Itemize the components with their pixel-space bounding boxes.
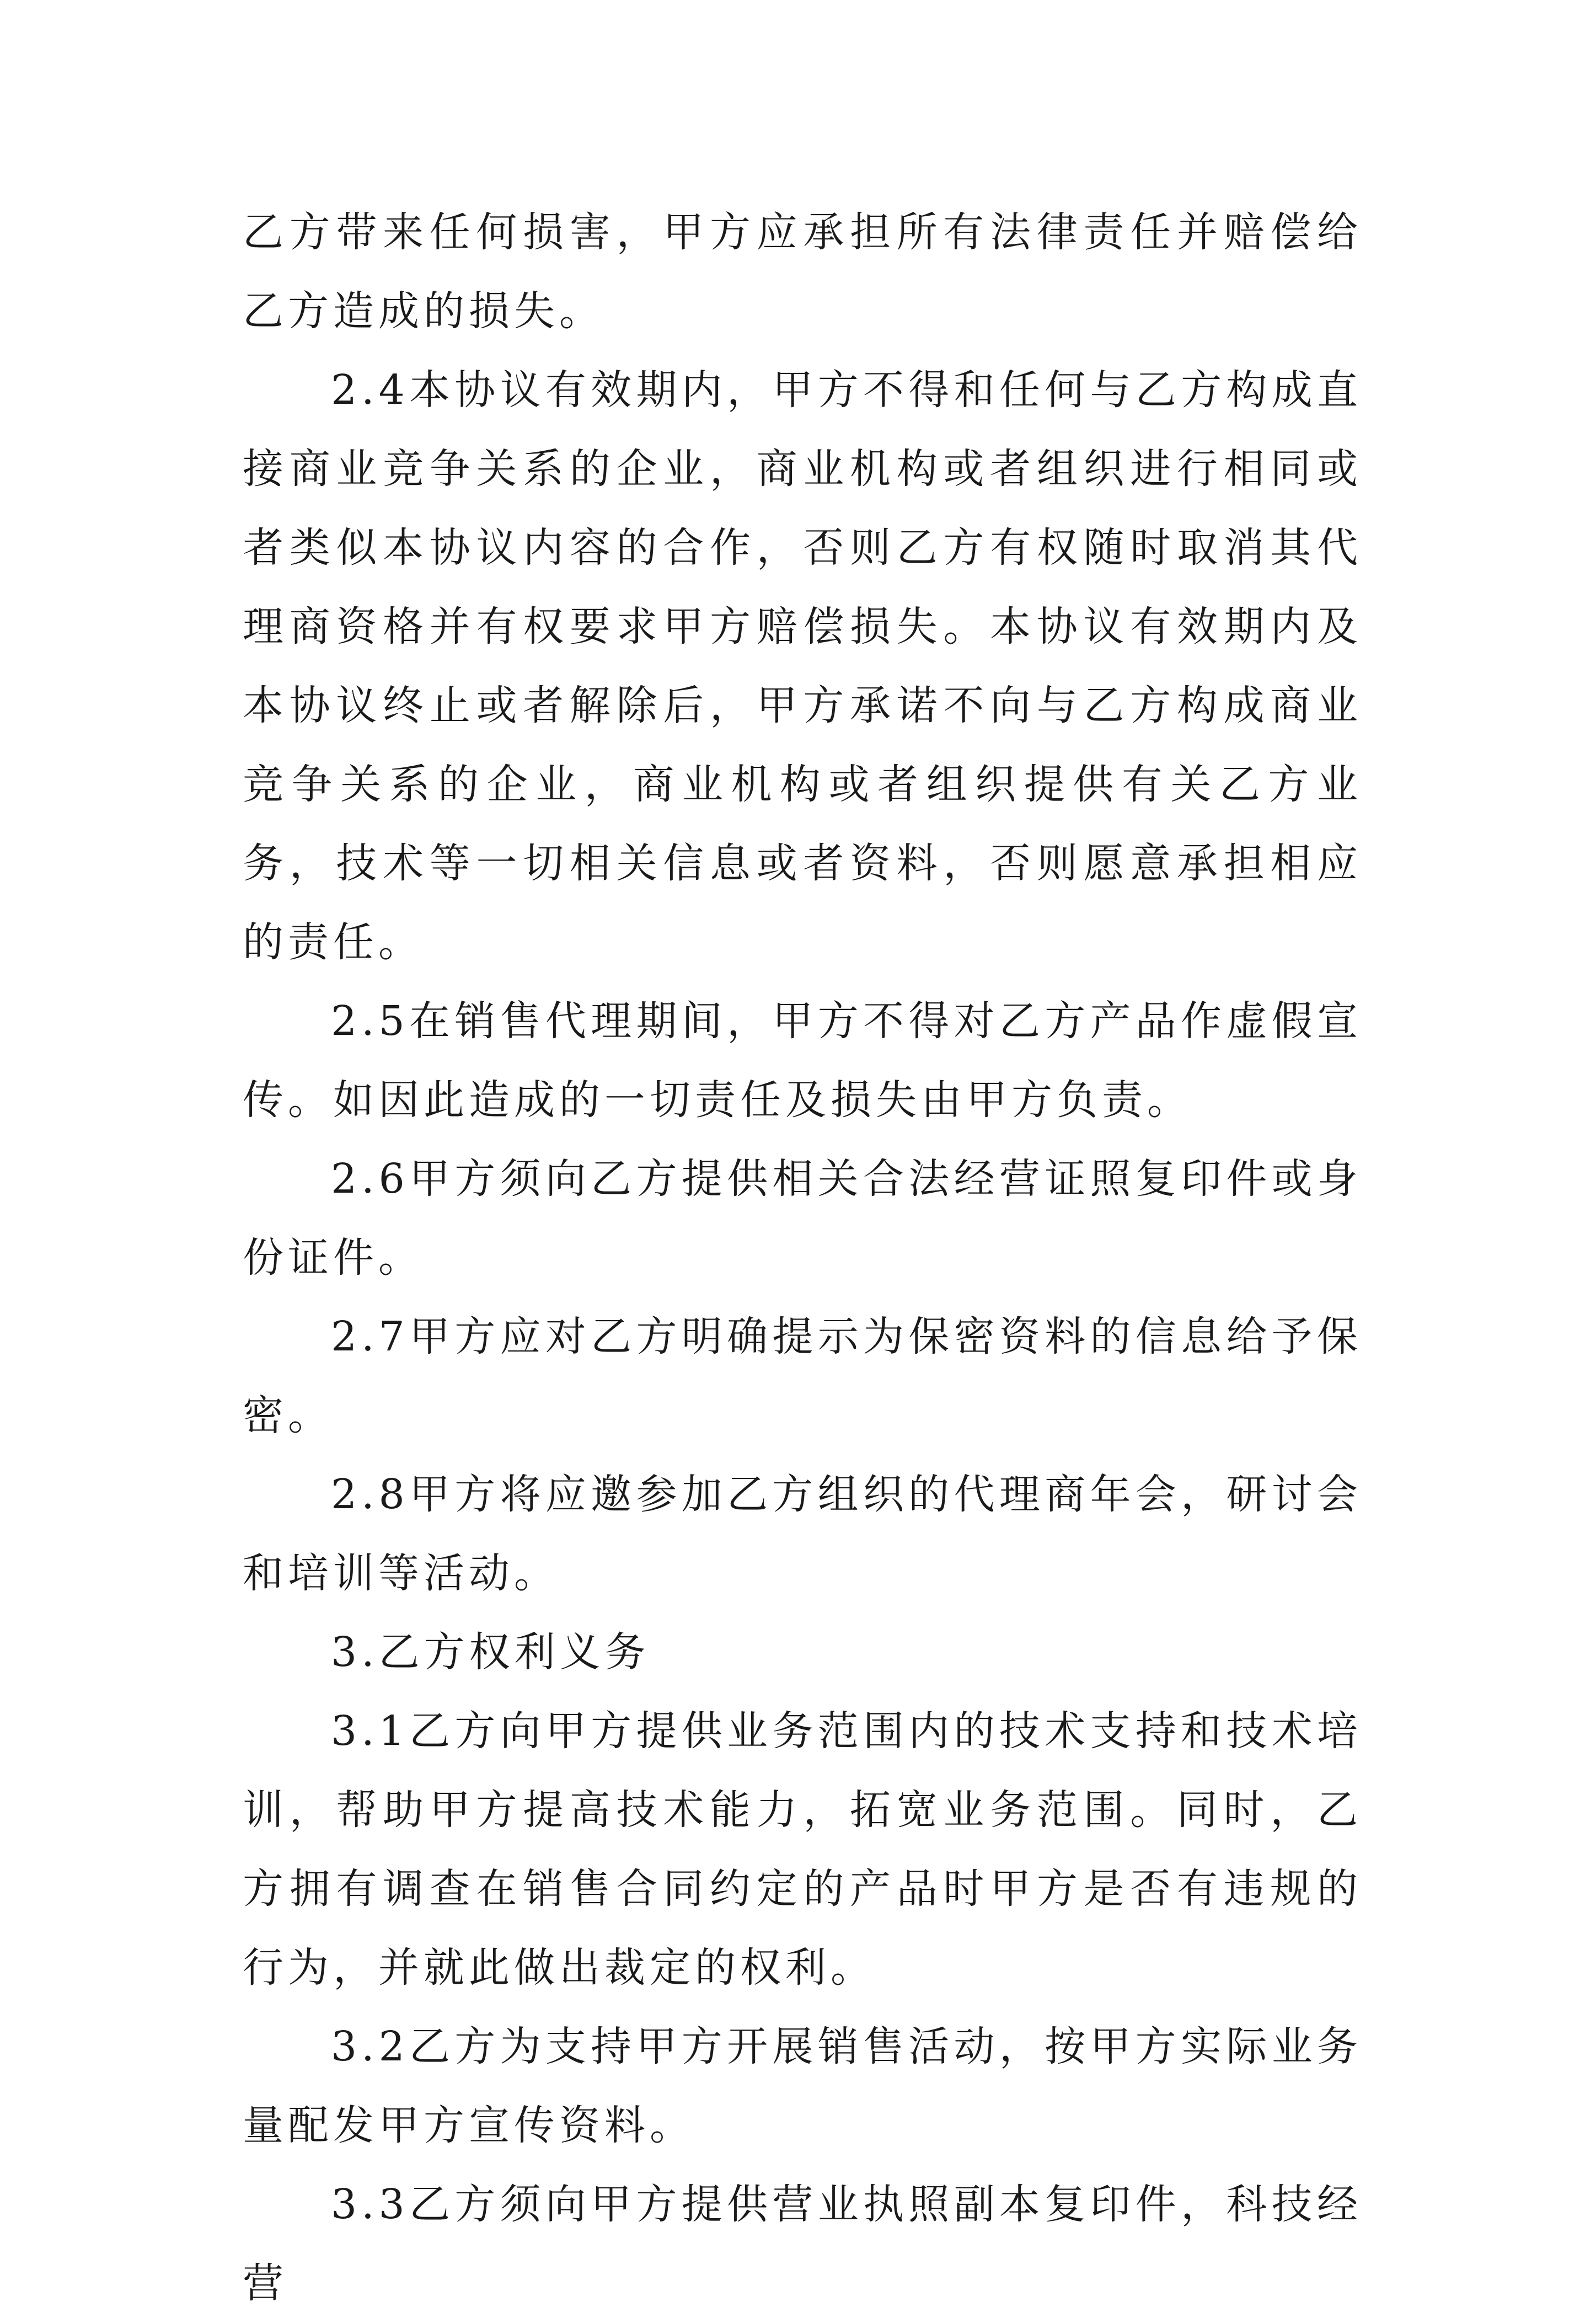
paragraph-2-6: 2.6甲方须向乙方提供相关合法经营证照复印件或身份证件。	[243, 1155, 1362, 1281]
paragraph-3-1: 3.1乙方向甲方提供业务范围内的技术支持和技术培训，帮助甲方提高技术能力，拓宽业务范围。同时，乙方拥有调查在销售合同约定的产品时甲方是否有违规的行为，并就此做出裁定的权利。	[243, 1707, 1362, 1991]
paragraph-3-2: 3.2乙方为支持甲方开展销售活动，按甲方实际业务量配发甲方宣传资料。	[243, 2023, 1362, 2149]
paragraph-2-4: 2.4本协议有效期内，甲方不得和任何与乙方构成直接商业竞争关系的企业，商业机构或者组织进行相同或者类似本协议内容的合作，否则乙方有权随时取消其代理商资格并有权要求甲方赔偿损失。本协议有效期内及本协议终止或者解除后，甲方承诺不向与乙方构成商业竞争关系的企业，商业机构或者组织提供有关乙方业务，技术等一切相关信息或者资料，否则愿意承担相应的责任。	[243, 366, 1362, 966]
paragraph-2-7: 2.7甲方应对乙方明确提示为保密资料的信息给予保密。	[243, 1313, 1362, 1439]
paragraph-continuation: 乙方带来任何损害，甲方应承担所有法律责任并赔偿给乙方造成的损失。	[243, 209, 1362, 335]
paragraph-2-5: 2.5在销售代理期间，甲方不得对乙方产品作虚假宣传。如因此造成的一切责任及损失由甲方负责。	[243, 997, 1362, 1124]
paragraph-2-8: 2.8甲方将应邀参加乙方组织的代理商年会，研讨会和培训等活动。	[243, 1471, 1362, 1597]
section-heading-3: 3.乙方权利义务	[331, 1628, 650, 1676]
paragraph-3-3: 3.3乙方须向甲方提供营业执照副本复印件，科技经营	[243, 2181, 1362, 2307]
document-body	[243, 193, 1362, 2323]
